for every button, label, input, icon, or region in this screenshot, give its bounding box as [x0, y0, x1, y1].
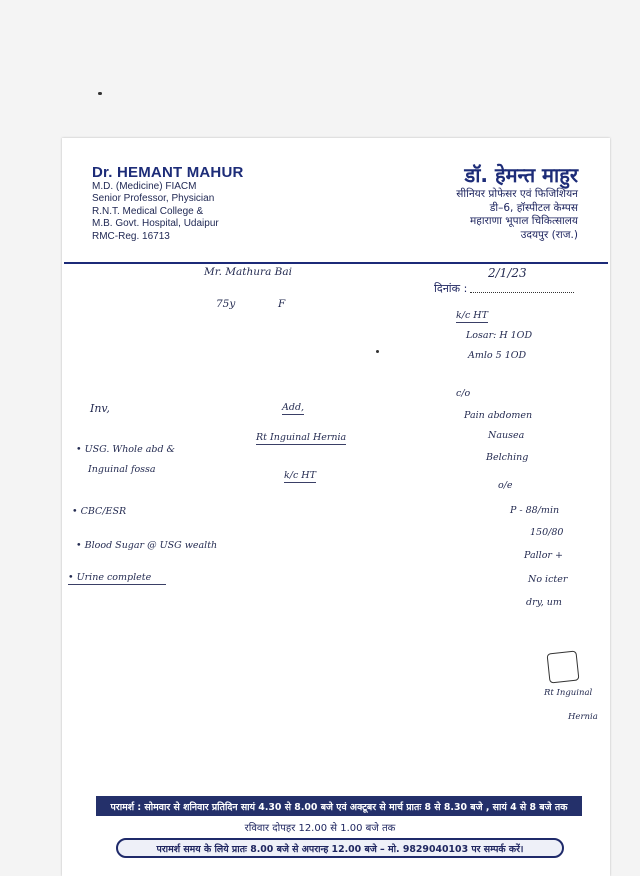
history-line-3: Amlo 5 1OD	[468, 350, 527, 361]
exam-pulse: P - 88/min	[510, 505, 560, 516]
doctor-college: R.N.T. Medical College &	[92, 205, 204, 217]
footer-contact: परामर्श समय के लिये प्रातः 8.00 बजे से अपरान्ह 12.00 बजे – मो. 9829040103 पर सम्पर्क करें।	[116, 838, 564, 858]
doctor-hospital: M.B. Govt. Hospital, Udaipur	[92, 218, 219, 230]
complaint-1: Pain abdomen	[464, 410, 533, 421]
diagnosis-comorbidity: k/c HT	[284, 470, 316, 481]
complaint-3: Belching	[486, 452, 529, 463]
date-value: 2/1/23	[488, 266, 527, 280]
history-line-1: k/c HT	[456, 310, 488, 321]
investigation-2: • CBC/ESR	[72, 506, 127, 517]
investigation-3: • Blood Sugar @ USG wealth	[76, 540, 218, 551]
investigation-4: • Urine complete	[68, 572, 166, 585]
diagnosis-main: Rt Inguinal Hernia	[256, 432, 347, 443]
diagnosis-heading: Add,	[282, 402, 305, 413]
sign-note-1: Rt Inguinal	[544, 688, 593, 698]
doctor-hospital-hindi: महाराणा भूपाल चिकित्सालय	[470, 215, 578, 227]
patient-age: 75y	[216, 298, 236, 310]
exam-icterus: No icter	[528, 574, 568, 585]
doctor-name-hindi: डॉ. हेमन्त माहुर	[464, 163, 578, 187]
doctor-details-hindi	[318, 161, 578, 242]
investigations-heading: Inv,	[90, 402, 110, 415]
paper-speck	[376, 350, 379, 353]
doctor-details-english	[92, 164, 332, 243]
examination-heading: o/e	[498, 480, 513, 491]
history-line-2: Losar: H 1OD	[466, 330, 533, 341]
date-label: दिनांक :	[434, 282, 468, 295]
footer-sunday-hours: रविवार दोपहर 12.00 से 1.00 बजे तक	[244, 823, 396, 834]
exam-other: dry, um	[526, 597, 562, 608]
doctor-address-hindi: डी–6, हॉस्पीटल केम्पस	[489, 201, 578, 214]
doctor-city-hindi: उदयपुर (राज.)	[520, 228, 578, 241]
patient-name: Mr. Mathura Bai	[204, 266, 292, 278]
header-divider	[64, 262, 608, 264]
exam-bp: 150/80	[530, 527, 564, 538]
patient-sex: F	[278, 298, 286, 310]
footer-consultation-hours: परामर्श : सोमवार से शनिवार प्रतिदिन सायं 4.30 से 8.00 बजे एवं अक्टूबर से मार्च प्रातः 8 से 8.30 बजे , सायं 4 से 8 बजे तक	[96, 796, 582, 816]
investigation-1-cont: Inguinal fossa	[88, 464, 156, 475]
paper-speck	[98, 92, 102, 95]
complaints-heading: c/o	[456, 388, 471, 399]
sign-note-2: Hernia	[568, 712, 598, 722]
investigation-1: • USG. Whole abd &	[76, 444, 176, 455]
doctor-qualification: M.D. (Medicine) FIACM	[92, 181, 197, 192]
date-dotted-line	[470, 292, 574, 293]
handwritten-mark	[547, 651, 580, 684]
exam-pallor: Pallor +	[524, 550, 563, 561]
doctor-registration: RMC-Reg. 16713	[92, 230, 170, 242]
doctor-designation-hindi: सीनियर प्रोफेसर एवं फिजिशियन	[456, 188, 578, 200]
doctor-designation: Senior Professor, Physician	[92, 193, 215, 205]
doctor-name-english: Dr. HEMANT MAHUR	[92, 164, 244, 181]
complaint-2: Nausea	[488, 430, 525, 441]
